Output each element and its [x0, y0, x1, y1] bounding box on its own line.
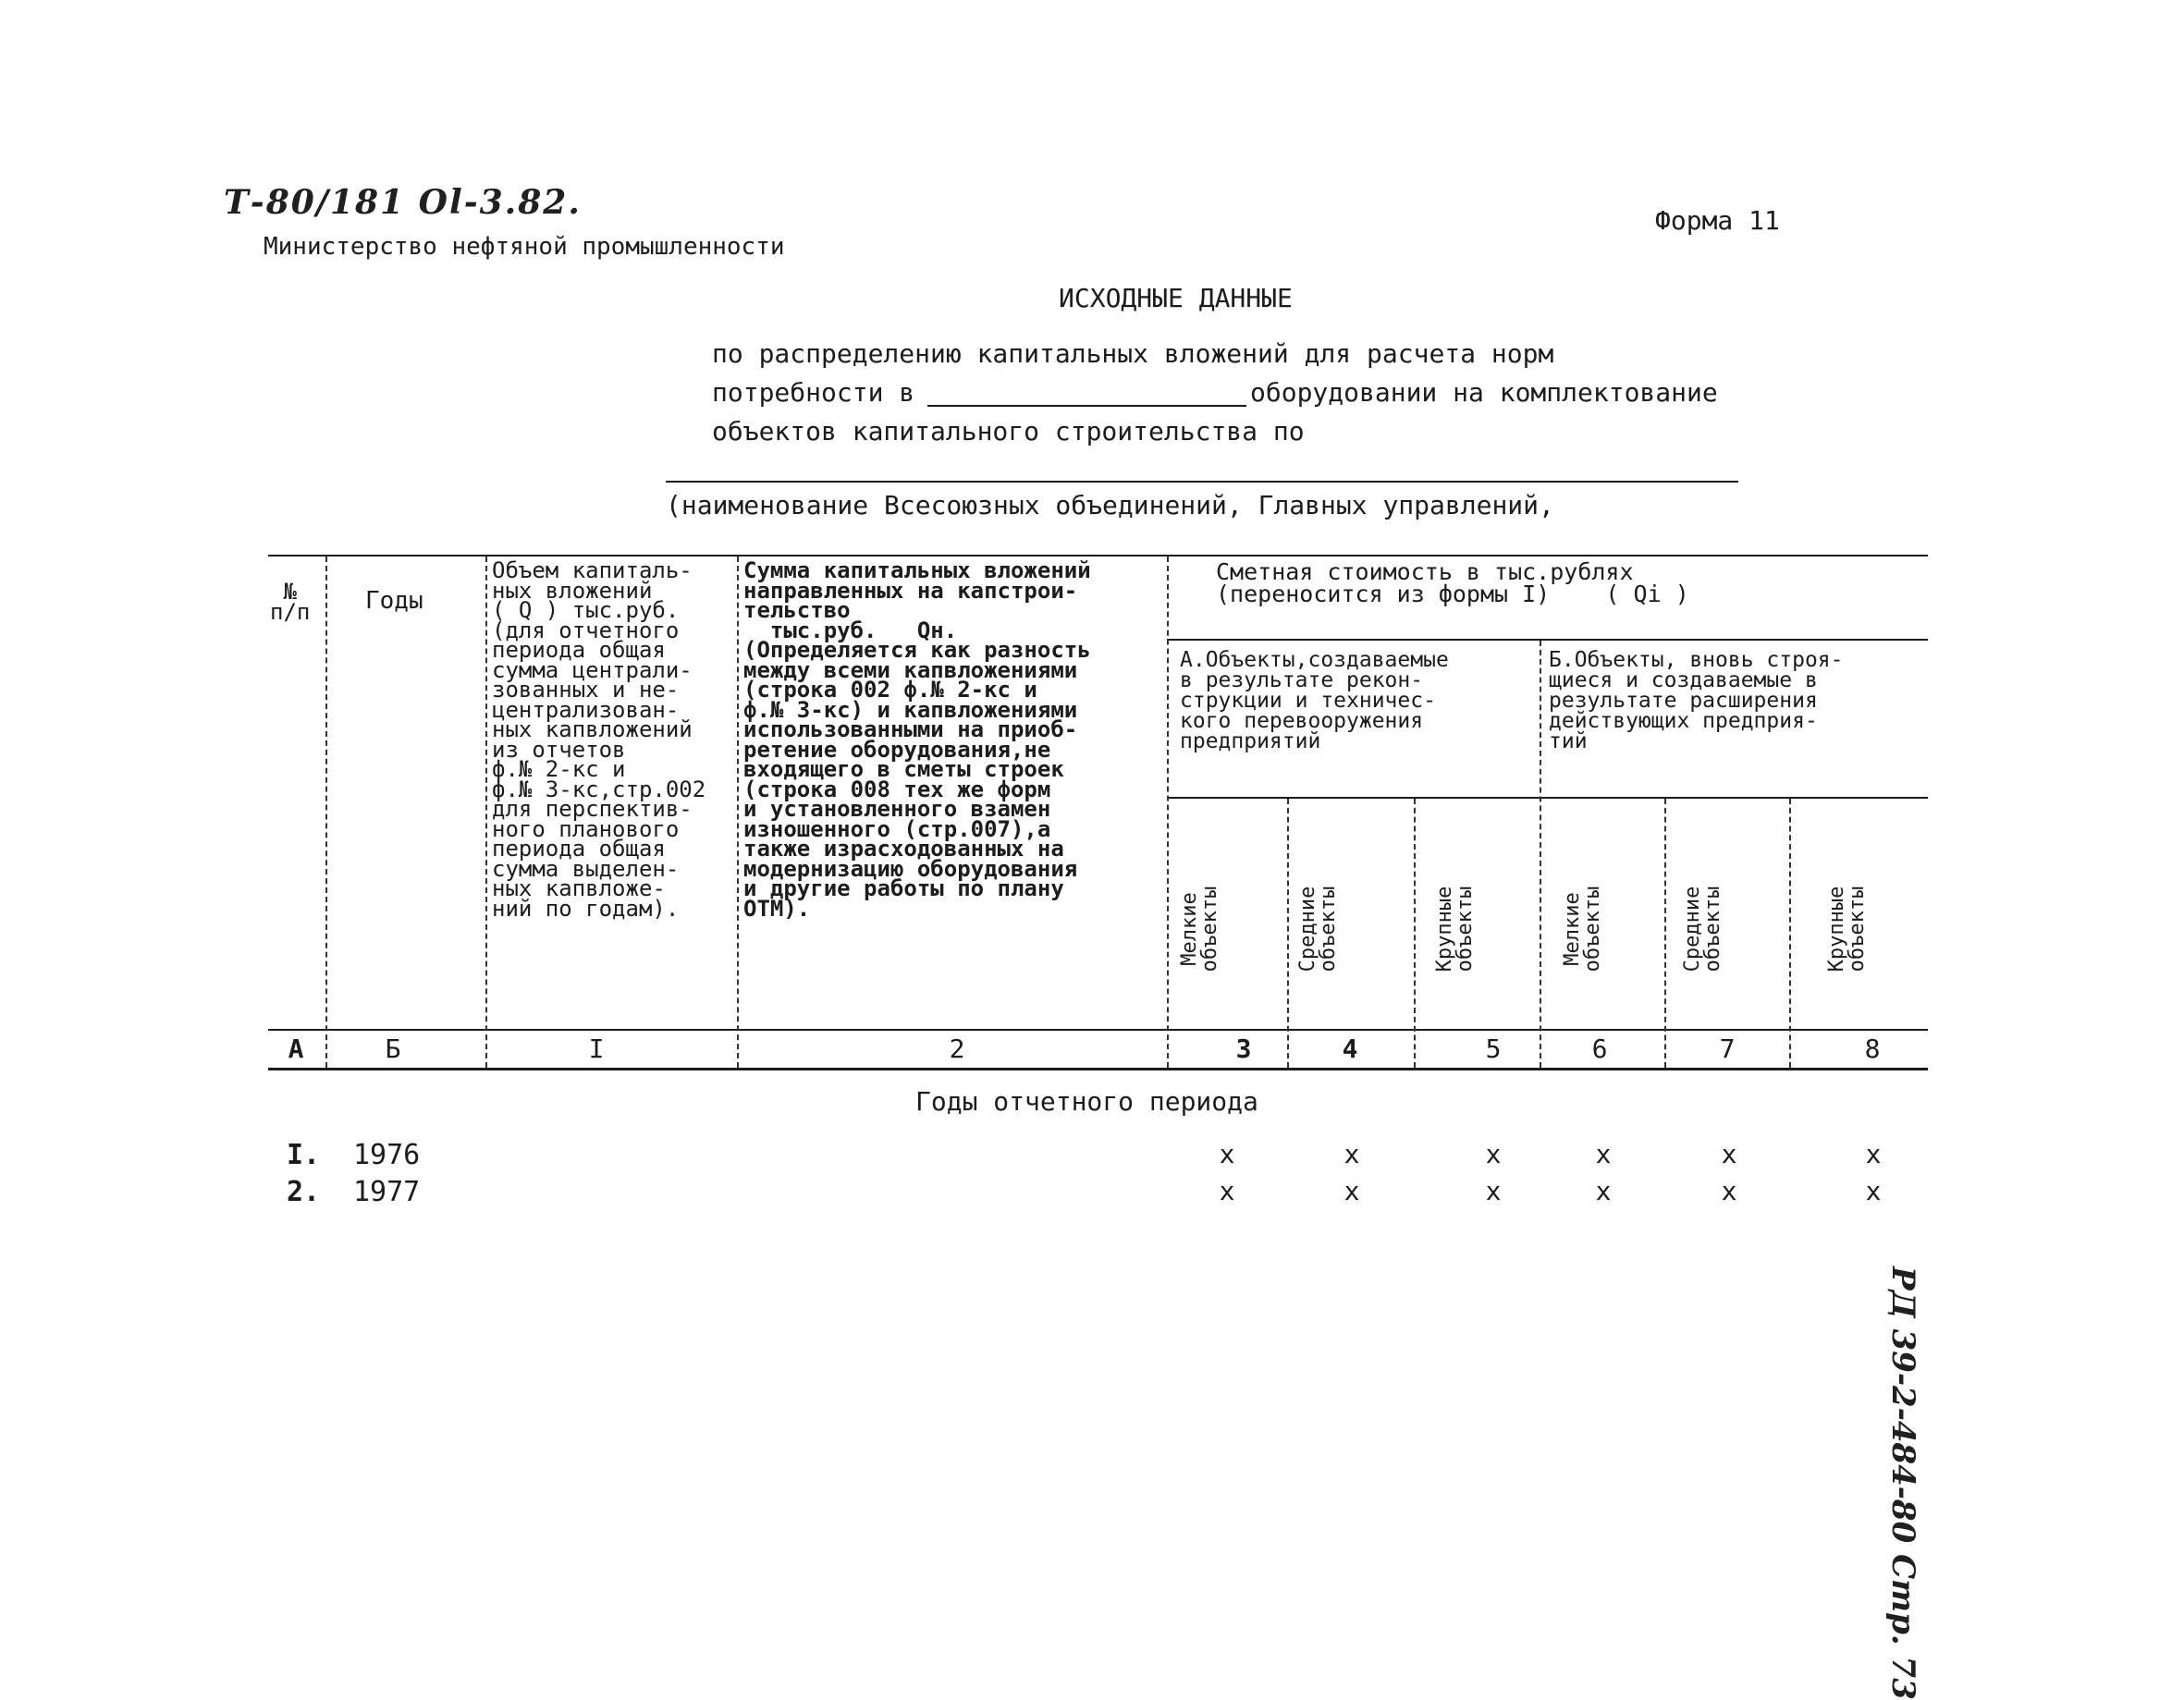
col-separator — [1664, 799, 1666, 1068]
reporting-period-label: Годы отчетного периода — [915, 1086, 1258, 1117]
col-separator — [485, 556, 487, 1068]
mark-cell: x — [1865, 1176, 1882, 1206]
header-capital-investment-volume: Объем капиталь- ных вложений ( Q ) тыс.руб. (для отчетного периода общая сумма централи- зованных и не- централизован- ных капвложений из отчетов ф.№ 2-кс и ф.№ 3-кс,стр.002 для перспектив- ного планового периода общая сумма выделен- ных капвложе- ний по годам). — [492, 557, 706, 922]
col-separator — [1540, 641, 1541, 1068]
title-line-2-start: потребности в — [712, 377, 915, 408]
mark-cell: x — [1595, 1139, 1612, 1169]
mark-cell: x — [1721, 1139, 1737, 1169]
col-number: 5 — [1485, 1033, 1502, 1064]
header-a-large-objects: Крупные объекты — [1433, 886, 1477, 972]
cost-subheader-rule — [1167, 639, 1928, 641]
mark-cell: x — [1595, 1176, 1612, 1206]
document-reference-stamp: РД 39-2-484-80 Стр. 73 — [1884, 1266, 1921, 1700]
blank-equipment-line — [927, 405, 1246, 407]
mark-cell: x — [1219, 1139, 1235, 1169]
col-number: 7 — [1719, 1033, 1736, 1064]
row-year: 1977 — [353, 1176, 421, 1208]
ministry-name: Министерство нефтяной промышленности — [264, 233, 785, 261]
col-separator — [1789, 799, 1791, 1068]
header-capital-construction-sum: Сумма капитальных вложений направленных на капстрои- тельство тыс.руб. Qн. (Определяется как разность между всеми капвложениями (строка 002 ф.№ 2-кс и ф.№ 3-кс) и капвложениями использованными на приоб- ретение оборудования,не входящего в сметы строек (строка 008 тех же форм и установленного взамен изношенного (стр.007),а также израсходованных на модернизацию оборудования и другие работы по плану ОТМ). — [743, 557, 1091, 922]
title-line-1: по распределению капитальных вложений для расчета норм — [712, 338, 1554, 369]
mark-cell: x — [1865, 1139, 1882, 1169]
col-separator — [1414, 799, 1416, 1068]
col-separator — [737, 556, 739, 1068]
col-number: 6 — [1591, 1033, 1608, 1064]
header-b-medium-objects: Средние объекты — [1681, 886, 1724, 972]
document-code-handwritten: Т-80/181 Ol-3.82. — [224, 183, 582, 222]
blank-organization-line — [666, 481, 1738, 483]
header-b-large-objects: Крупные объекты — [1825, 886, 1869, 972]
col-number: Б — [385, 1033, 401, 1064]
header-estimated-cost: Сметная стоимость в тыс.рублях (переносится из формы I) ( Qi ) — [1216, 558, 1689, 607]
col-separator — [1287, 799, 1289, 1068]
group-subheader-rule — [1167, 797, 1928, 799]
col-number: 3 — [1235, 1033, 1252, 1064]
header-a-small-objects: Мелкие объекты — [1178, 886, 1221, 972]
header-years: Годы — [365, 587, 423, 615]
title-line-2-end: оборудовании на комплектование — [1250, 377, 1718, 408]
table-top-rule — [268, 555, 1928, 556]
col-number: А — [288, 1033, 304, 1064]
row-number: I. — [287, 1139, 321, 1171]
mark-cell: x — [1721, 1176, 1737, 1206]
header-bottom-rule — [268, 1029, 1928, 1031]
document-title: ИСХОДНЫЕ ДАННЫЕ — [1059, 283, 1293, 313]
col-number: I — [588, 1033, 605, 1064]
mark-cell: x — [1344, 1176, 1360, 1206]
mark-cell: x — [1219, 1176, 1235, 1206]
header-a-medium-objects: Средние объекты — [1296, 886, 1340, 972]
organization-caption: (наименование Всесоюзных объединений, Главных управлений, — [666, 490, 1554, 520]
col-number: 4 — [1342, 1033, 1358, 1064]
row-number: 2. — [287, 1176, 321, 1208]
col-number: 2 — [949, 1033, 965, 1064]
col-number: 8 — [1864, 1033, 1881, 1064]
mark-cell: x — [1485, 1176, 1502, 1206]
mark-cell: x — [1344, 1139, 1360, 1169]
col-numbers-rule — [268, 1068, 1928, 1070]
col-separator — [325, 556, 327, 1068]
title-line-3: объектов капитального строительства по — [712, 416, 1305, 446]
header-group-a-reconstruction: А.Объекты,создаваемые в результате рекон- струкции и техничес- кого перевооружения предприятий — [1180, 648, 1449, 753]
header-group-b-new-construction: Б.Объекты, вновь строя- щиеся и создаваемые в результате расширения действующих предприя- тий — [1549, 648, 1844, 753]
row-year: 1976 — [353, 1139, 421, 1171]
col-separator — [1167, 556, 1169, 1068]
form-label: Форма 11 — [1655, 205, 1780, 236]
header-row-number: № п/п — [270, 579, 311, 625]
header-b-small-objects: Мелкие объекты — [1561, 886, 1604, 972]
mark-cell: x — [1485, 1139, 1502, 1169]
